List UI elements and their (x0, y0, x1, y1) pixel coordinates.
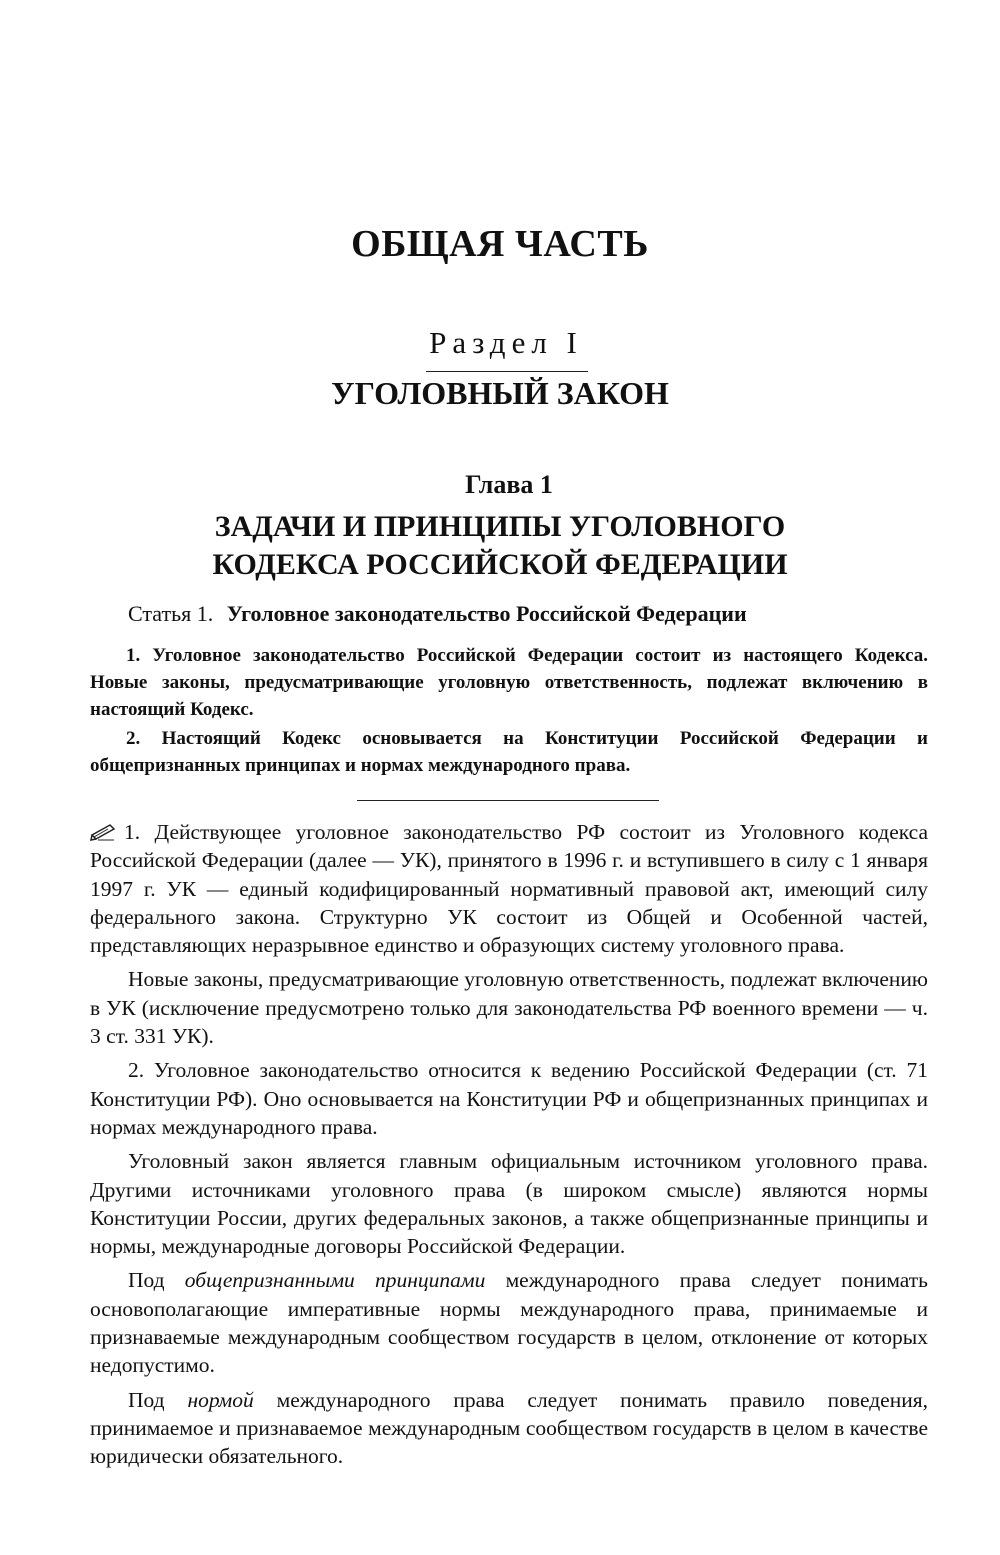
article-paragraph-1: 1. Уголовное законодательство Российской Федерации состоит из настоящего Кодекса. Новые законы, предусматривающие уголовную ответственность, подлежат включению в настоящий Кодекс. (90, 645, 928, 720)
article-number: Статья 1. (128, 601, 214, 626)
pencil-icon (90, 823, 116, 841)
p5-before: Под (128, 1268, 185, 1293)
section-rule (426, 371, 588, 372)
chapter-title-line-2: КОДЕКСА РОССИЙСКОЙ ФЕДЕРАЦИИ (212, 548, 788, 581)
article-heading (128, 601, 747, 627)
section-label: Раздел I (429, 325, 583, 360)
commentary-paragraph-4: Уголовный закон является главным официальным источником уголовного права. Другими источниками уголовного права (в широком смысле) являются нормы Конституции России, других федеральных законов, а также общепризнанные принципы и нормы, международные договоры Российской Федерации. (90, 1149, 928, 1259)
commentary-divider (357, 800, 659, 801)
p5-after: международного права следует понимать основополагающие императивные нормы международного права, принимаемые и признаваемые международным сообществом государств в целом, отклонение от которых недопустимо. (90, 1268, 928, 1378)
term-norm: нормой (187, 1387, 254, 1412)
commentary-paragraph-3: 2. Уголовное законодательство относится к ведению Российской Федерации (ст. 71 Конституции РФ). Оно основывается на Конституции РФ и общепризнанных принципах и нормах международного права. (90, 1058, 928, 1139)
commentary (90, 818, 928, 1477)
part-title: ОБЩАЯ ЧАСТЬ (351, 223, 649, 265)
commentary-paragraph-6 (90, 1386, 928, 1471)
p6-after: международного права следует понимать правило поведения, принимаемое и признаваемое международным сообществом государств в целом в качестве юридически обязательного. (90, 1387, 928, 1469)
chapter-title (0, 508, 1000, 584)
commentary-paragraph-5 (90, 1266, 928, 1379)
section-title: УГОЛОВНЫЙ ЗАКОН (331, 375, 669, 411)
chapter-title-line-1: ЗАДАЧИ И ПРИНЦИПЫ УГОЛОВНОГО (214, 510, 786, 543)
term-general-principles: общепризнанными принципами (184, 1268, 486, 1293)
p6-before: Под (128, 1387, 188, 1412)
commentary-paragraph-1-text: 1. Действующее уголовное законодательство РФ состоит из Уголовного кодекса Российской Федерации (далее — УК), принятого в 1996 г. и вступившего в силу с 1 января 1997 г. УК — единый кодифицированный нормативный правовой акт, имеющий силу федерального закона. Структурно УК состоит из Общей и Особенной частей, представляющих неразрывное единство и образующих систему уголовного права. (90, 820, 928, 958)
chapter-label: Глава 1 (465, 470, 553, 499)
article-text (90, 642, 928, 781)
article-paragraph-2: 2. Настоящий Кодекс основывается на Конституции Российской Федерации и общепризнанных принципах и нормах международного права. (90, 728, 928, 776)
article-name: Уголовное законодательство Российской Федерации (226, 601, 747, 626)
commentary-paragraph-2: Новые законы, предусматривающие уголовную ответственность, подлежат включению в УК (исключение предусмотрено только для законодательства РФ военного времени — ч. 3 ст. 331 УК). (90, 967, 928, 1049)
commentary-paragraph-1 (90, 818, 928, 959)
